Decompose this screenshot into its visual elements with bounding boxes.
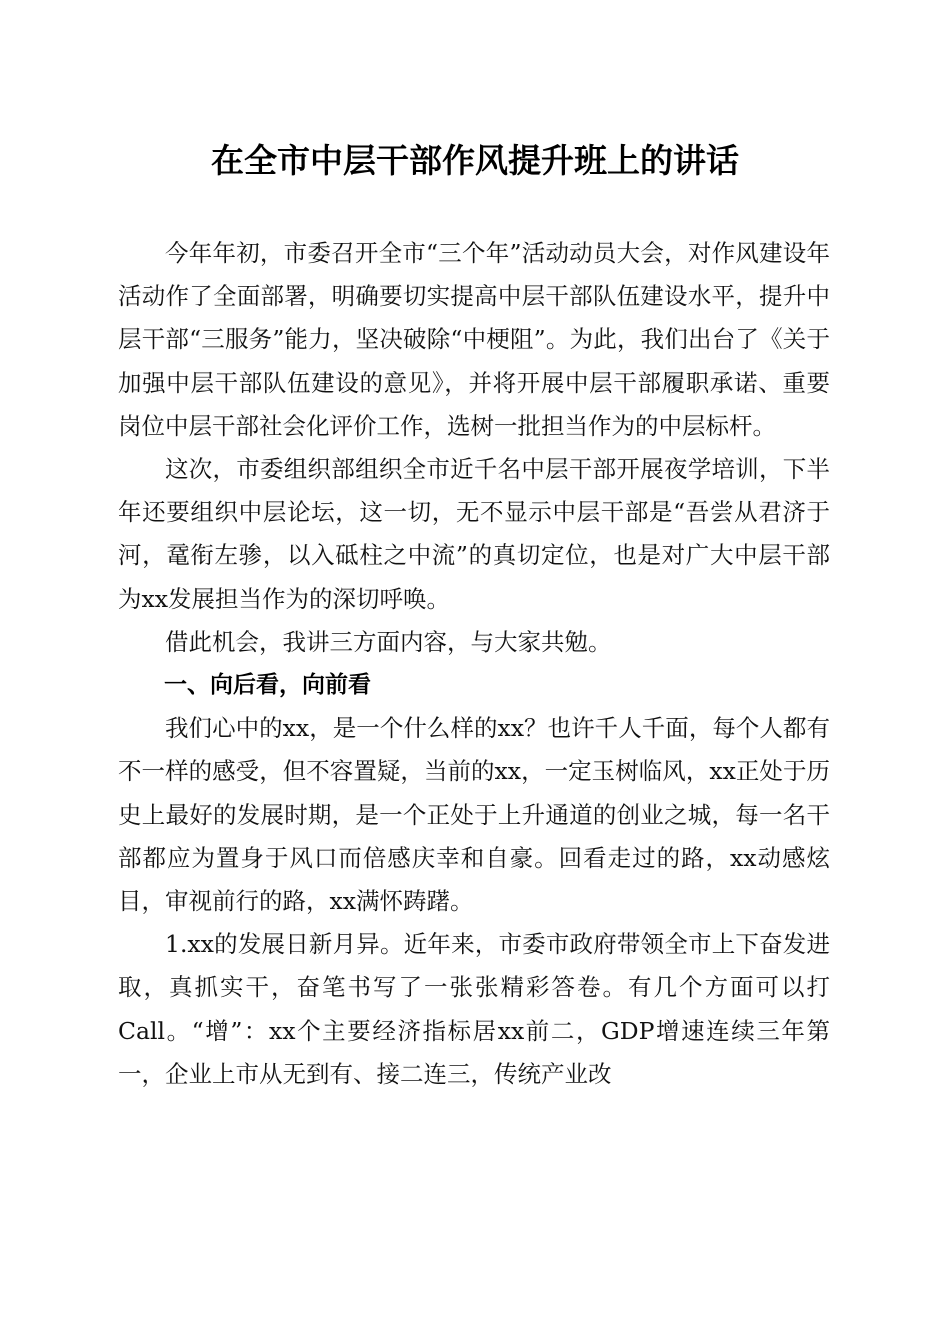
paragraph: 1.xx的发展日新月异。近年来，市委市政府带领全市上下奋发进取，真抓实干，奋笔书写了一张张精彩答卷。有几个方面可以打Call。“增”：xx个主要经济指标居xx前二，GDP增速连续三年第一，企业上市从无到有、接二连三，传统产业改 — [118, 930, 830, 1088]
paragraph: 这次，市委组织部组织全市近千名中层干部开展夜学培训，下半年还要组织中层论坛，这一切，无不显示中层干部是“吾尝从君济于河，鼋衔左骖，以入砥柱之中流”的真切定位，也是对广大中层干部为xx发展担当作为的深切呼唤。 — [118, 455, 830, 613]
paragraph: 借此机会，我讲三方面内容，与大家共勉。 — [165, 627, 612, 656]
document-title: 在全市中层干部作风提升班上的讲话 — [211, 141, 739, 180]
paragraph: 我们心中的xx，是一个什么样的xx？也许千人千面，每个人都有不一样的感受，但不容置疑，当前的xx，一定玉树临风，xx正处于历史上最好的发展时期，是一个正处于上升通道的创业之城，每一名干部都应为置身于风口而倍感庆幸和自豪。回看走过的路，xx动感炫目，审视前行的路，xx满怀踌躇。 — [118, 714, 830, 916]
section-heading: 一、向后看，向前看 — [164, 672, 371, 699]
paragraph: 今年年初，市委召开全市“三个年”活动动员大会，对作风建设年活动作了全面部署，明确要切实提高中层干部队伍建设水平，提升中层干部“三服务”能力，坚决破除“中梗阻”。为此，我们出台了《关于加强中层干部队伍建设的意见》，并将开展中层干部履职承诺、重要岗位中层干部社会化评价工作，选树一批担当作为的中层标杆。 — [118, 239, 830, 440]
document-body — [118, 232, 830, 1096]
